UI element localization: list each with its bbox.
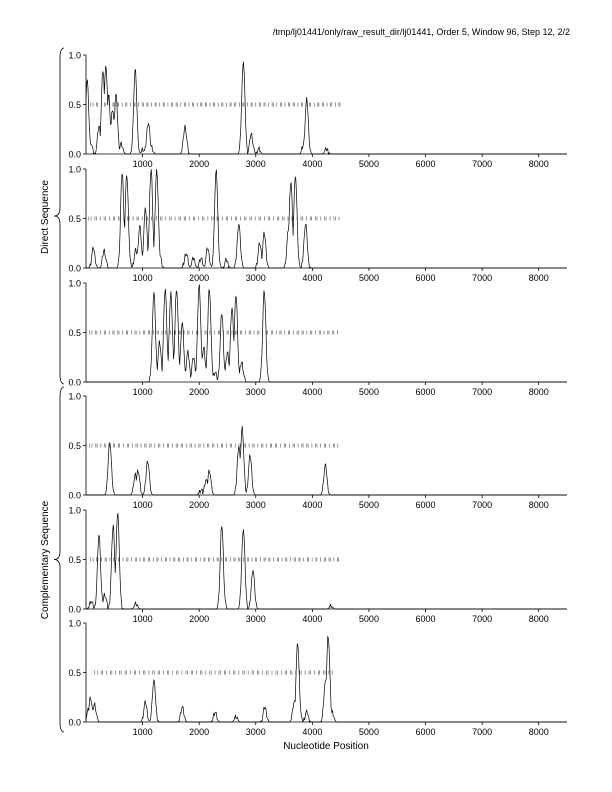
x-tick-label: 1000: [132, 273, 153, 283]
y-tick-label: 1.0: [68, 164, 81, 175]
x-tick-label: 2000: [189, 159, 210, 169]
chart-panels: [68, 51, 567, 738]
x-tick-label: 6000: [415, 500, 436, 510]
x-tick-label: 4000: [302, 727, 323, 737]
x-tick-label: 4000: [302, 159, 323, 169]
x-tick-label: 6000: [415, 159, 436, 169]
x-tick-label: 2000: [189, 273, 210, 283]
x-tick-label: 8000: [528, 614, 549, 624]
x-tick-label: 8000: [528, 727, 549, 737]
x-tick-label: 3000: [245, 159, 266, 169]
x-tick-label: 7000: [472, 614, 493, 624]
x-tick-label: 6000: [415, 727, 436, 737]
series-line: [86, 426, 567, 495]
group-braces: [54, 48, 64, 732]
x-tick-label: 5000: [358, 159, 379, 169]
x-tick-label: 8000: [528, 159, 549, 169]
y-tick-label: 1.0: [68, 391, 81, 402]
x-tick-label: 4000: [302, 500, 323, 510]
x-tick-label: 7000: [472, 273, 493, 283]
y-tick-label: 0.0: [68, 377, 81, 388]
x-tick-label: 4000: [302, 273, 323, 283]
group-label-direct: Direct Sequence: [40, 180, 51, 254]
y-tick-label: 0.5: [68, 555, 81, 565]
y-tick-label: 0.0: [68, 604, 81, 615]
x-tick-label: 1000: [132, 614, 153, 624]
x-tick-label: 4000: [302, 614, 323, 624]
x-tick-label: 3000: [245, 727, 266, 737]
x-tick-label: 2000: [189, 614, 210, 624]
x-tick-label: 6000: [415, 387, 436, 397]
y-tick-label: 0.0: [68, 263, 81, 274]
x-tick-label: 6000: [415, 614, 436, 624]
x-tick-label: 2000: [189, 387, 210, 397]
x-tick-label: 5000: [358, 387, 379, 397]
x-axis-label: Nucleotide Position: [283, 741, 369, 752]
page-title: /tmp/lj01441/only/raw_result_dir/lj01441, Order 5, Window 96, Step 12, 2/2: [272, 27, 570, 37]
x-tick-label: 7000: [472, 727, 493, 737]
x-tick-label: 6000: [415, 273, 436, 283]
x-tick-label: 2000: [189, 500, 210, 510]
x-tick-label: 3000: [245, 614, 266, 624]
group-label-complementary: Complementary Sequence: [40, 500, 51, 620]
y-tick-label: 1.0: [68, 50, 81, 61]
brace-direct: [54, 48, 64, 384]
brace-complementary: [54, 387, 64, 732]
y-tick-label: 1.0: [68, 505, 81, 516]
x-tick-label: 5000: [358, 500, 379, 510]
series-line: [86, 62, 567, 154]
x-tick-label: 3000: [245, 387, 266, 397]
y-tick-label: 0.0: [68, 490, 81, 501]
series-line: [86, 637, 567, 722]
x-tick-label: 7000: [472, 500, 493, 510]
x-tick-label: 7000: [472, 159, 493, 169]
chart-panel-3: [68, 279, 567, 398]
x-tick-label: 5000: [358, 727, 379, 737]
chart-panel-5: [68, 506, 567, 625]
x-tick-label: 3000: [245, 273, 266, 283]
x-tick-label: 1000: [132, 727, 153, 737]
x-tick-label: 5000: [358, 273, 379, 283]
series-line: [86, 169, 567, 268]
x-tick-label: 1000: [132, 159, 153, 169]
x-tick-label: 1000: [132, 500, 153, 510]
y-tick-label: 0.5: [68, 214, 81, 224]
x-tick-label: 7000: [472, 387, 493, 397]
y-tick-label: 1.0: [68, 618, 81, 629]
y-tick-label: 0.5: [68, 668, 81, 678]
y-tick-label: 1.0: [68, 278, 81, 289]
y-tick-label: 0.0: [68, 149, 81, 160]
x-tick-label: 4000: [302, 387, 323, 397]
chart-panel-6: [68, 619, 567, 738]
chart-panel-1: [68, 51, 567, 170]
x-tick-label: 5000: [358, 614, 379, 624]
y-tick-label: 0.5: [68, 328, 81, 338]
chart-panel-4: [68, 392, 567, 511]
y-tick-label: 0.5: [68, 100, 81, 110]
x-tick-label: 8000: [528, 387, 549, 397]
chart-panel-2: [68, 165, 567, 284]
x-tick-label: 8000: [528, 500, 549, 510]
x-tick-label: 3000: [245, 500, 266, 510]
x-tick-label: 2000: [189, 727, 210, 737]
y-tick-label: 0.5: [68, 441, 81, 451]
y-tick-label: 0.0: [68, 717, 81, 728]
x-tick-label: 1000: [132, 387, 153, 397]
x-tick-label: 8000: [528, 273, 549, 283]
